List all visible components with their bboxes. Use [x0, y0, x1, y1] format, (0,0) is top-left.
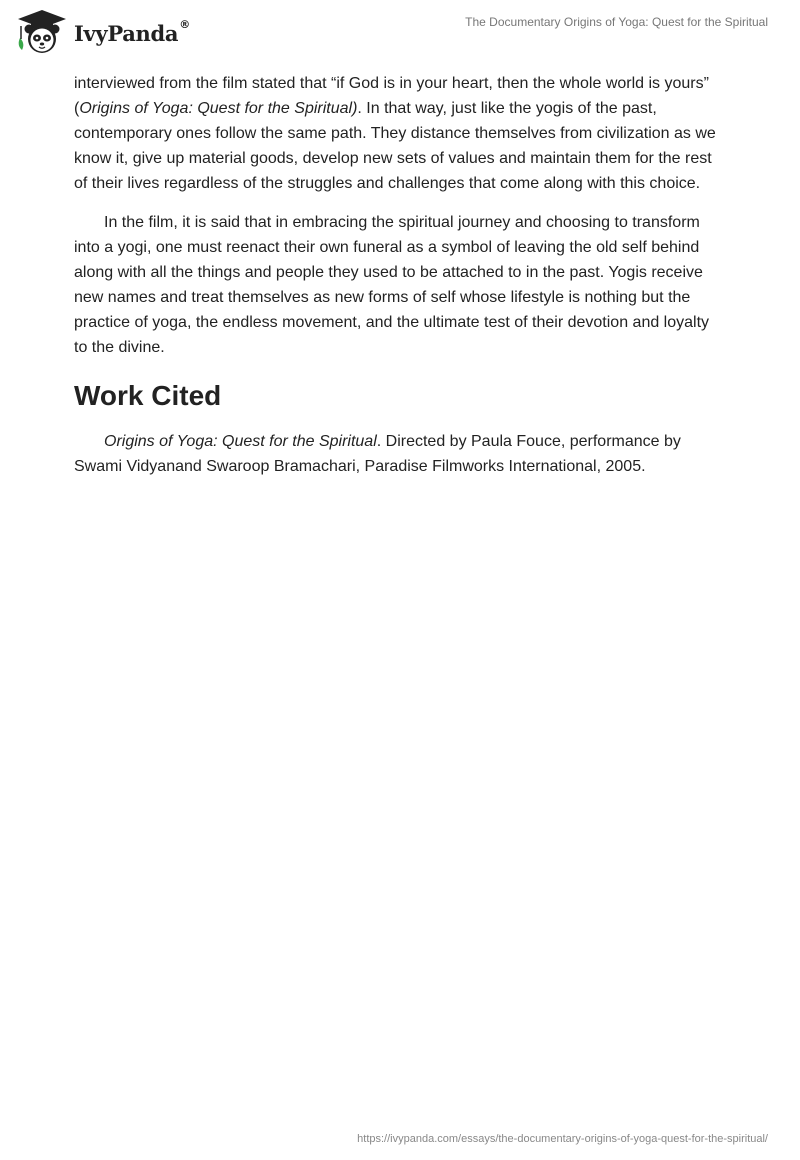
- paragraph-2: In the film, it is said that in embracing the spiritual journey and choosing to transform into a yogi, one must reenact their own funeral as a symbol of leaving the old self behind along with all the things and people they used to be attached to in the past. Yogis receive new names and treat themselves as new forms of self whose lifestyle is nothing but the practice of yoga, the endless movement, and the ultimate test of their devotion and loyalty to the divine.: [74, 214, 710, 356]
- citation-entry: [74, 429, 726, 479]
- essay-body: [74, 71, 726, 493]
- source-url-link[interactable]: https://ivypanda.com/essays/the-documentary-origins-of-yoga-quest-for-the-spiritual/: [357, 1133, 768, 1145]
- panda-graduate-icon: [16, 8, 68, 56]
- paragraph-1-end: . In that way, just like the yogis of the past, contemporary ones follow the same path. They distance themselves from civilization as we know it, give up material goods, develop new sets of values and maintain them for the rest of their lives regardless of the struggles and challenges that come along with this choice.: [74, 100, 716, 192]
- ivypanda-logo[interactable]: [16, 8, 190, 56]
- citation-title-italic: Origins of Yoga: Quest for the Spiritual: [104, 433, 377, 450]
- film-title-italic: Origins of Yoga: Quest for the Spiritual): [79, 100, 358, 117]
- document-title: The Documentary Origins of Yoga: Quest for the Spiritual: [465, 15, 768, 29]
- works-cited-heading: Work Cited: [74, 380, 222, 411]
- citation-details: . Directed by Paula Fouce, performance by Swami Vidyanand Swaroop Bramachari, Paradise Filmworks International, 2005.: [74, 433, 681, 475]
- brand-name: IvyPanda®: [74, 17, 190, 46]
- registered-mark: ®: [179, 17, 190, 31]
- page-header: [0, 0, 800, 60]
- paragraph-1-start: interviewed from the film stated that “if God is in your heart, then the whole world is yours” (: [74, 75, 709, 117]
- paragraph-1: [74, 71, 726, 196]
